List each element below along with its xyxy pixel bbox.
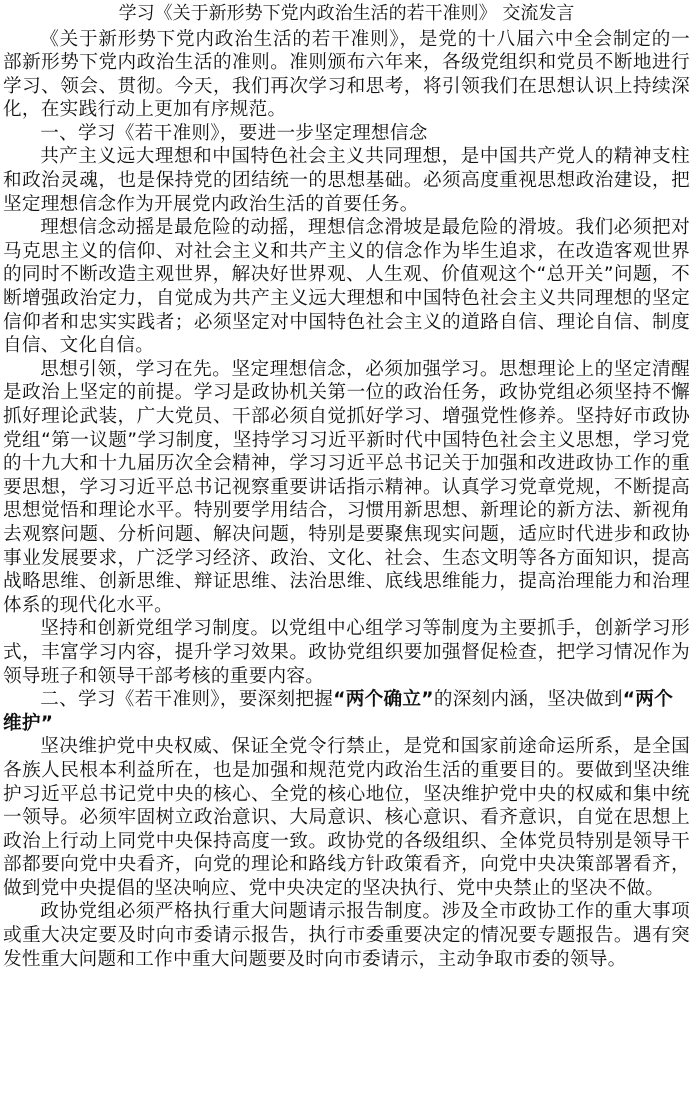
section-2-heading-middle: 的深刻内涵，坚决做到 bbox=[433, 689, 623, 711]
section-2-heading bbox=[3, 688, 690, 735]
section-2-paragraph-1: 坚决维护党中央权威、保证全党令行禁止，是党和国家前途命运所系，是全国各族人民根本利益所在，也是加强和规范党内政治生活的重要目的。要做到坚决维护习近平总书记党中央的核心、全党的核心地位，坚决维护党中央的权威和集中统一领导。必须牢固树立政治意识、大局意识、核心意识、看齐意识，自觉在思想上政治上行动上同党中央保持高度一致。政协党的各级组织、全体党员特别是领导干部都要向党中央看齐，向党的理论和路线方针政策看齐，向党中央决策部署看齐，做到党中央提倡的坚决响应、党中央决定的坚决执行、党中央禁止的坚决不做。 bbox=[3, 736, 690, 899]
section-1-paragraph-2: 理想信念动摇是最危险的动摇，理想信念滑坡是最危险的滑坡。我们必须把对马克思主义的信仰、对社会主义和共产主义的信念作为毕生追求，在改造客观世界的同时不断改造主观世界，解决好世界观、人生观、价值观这个“总开关”问题，不断增强政治定力，自觉成为共产主义远大理想和中国特色社会主义共同理想的坚定信仰者和忠实实践者；必须坚定对中国特色社会主义的道路自信、理论自信、制度自信、文化自信。 bbox=[3, 217, 690, 357]
intro-paragraph: 《关于新形势下党内政治生活的若干准则》，是党的十八届六中全会制定的一部新形势下党内政治生活的准则。准则颁布六年来，各级党组织和党员不断地进行学习、领会、贯彻。今天，我们再次学习和思考，将引领我们在思想认识上持续深化，在实践行动上更加有序规范。 bbox=[3, 28, 690, 121]
section-2-paragraph-2: 政协党组必须严格执行重大问题请示报告制度。涉及全市政协工作的重大事项或重大决定要及时向市委请示报告，执行市委重要决定的情况要专题报告。遇有突发性重大问题和工作中重大问题要及时向市委请示，主动争取市委的领导。 bbox=[3, 901, 690, 970]
section-2-heading-quote-2: “两个维护” bbox=[3, 689, 674, 734]
section-1-paragraph-3: 思想引领，学习在先。坚定理想信念，必须加强学习。思想理论上的坚定清醒是政治上坚定的前提。学习是政协机关第一位的政治任务，政协党组必须坚持不懈抓好理论武装，广大党员、干部必须自觉抓好学习、增强党性修养。坚持好市政协党组“第一议题”学习制度，坚持学习习近平新时代中国特色社会主义思想，学习党的十九大和十九届历次全会精神，学习习近平总书记关于加强和改进政协工作的重要思想，学习习近平总书记视察重要讲话指示精神。认真学习党章党规，不断提高思想觉悟和理论水平。特别要学用结合，习惯用新思想、新理论的新方法、新视角去观察问题、分析问题、解决问题，特别是要聚焦现实问题，适应时代进步和政协事业发展要求，广泛学习经济、政治、文化、社会、生态文明等各方面知识，提高战略思维、创新思维、辩证思维、法治思维、底线思维能力，提高治理能力和治理体系的现代化水平。 bbox=[3, 358, 690, 616]
section-1-heading: 一、学习《若干准则》，要进一步坚定理想信念 bbox=[40, 122, 428, 144]
section-2-heading-quote-1: “两个确立” bbox=[333, 689, 434, 711]
section-2-heading-prefix: 二、学习《若干准则》，要深刻把握 bbox=[40, 689, 334, 711]
section-1-paragraph-1: 共产主义远大理想和中国特色社会主义共同理想，是中国共产党人的精神支柱和政治灵魂，也是保持党的团结统一的思想基础。必须高度重视思想政治建设，把坚定理想信念作为开展党内政治生活的首要任务。 bbox=[3, 146, 690, 215]
section-1-paragraph-4: 坚持和创新党组学习制度。以党组中心组学习等制度为主要抓手，创新学习形式，丰富学习内容，提升学习效果。政协党组织要加强督促检查，把学习情况作为领导班子和领导干部考核的重要内容。 bbox=[3, 618, 690, 687]
document-title: 学习《关于新形势下党内政治生活的若干准则》 交流发言 bbox=[118, 3, 575, 24]
